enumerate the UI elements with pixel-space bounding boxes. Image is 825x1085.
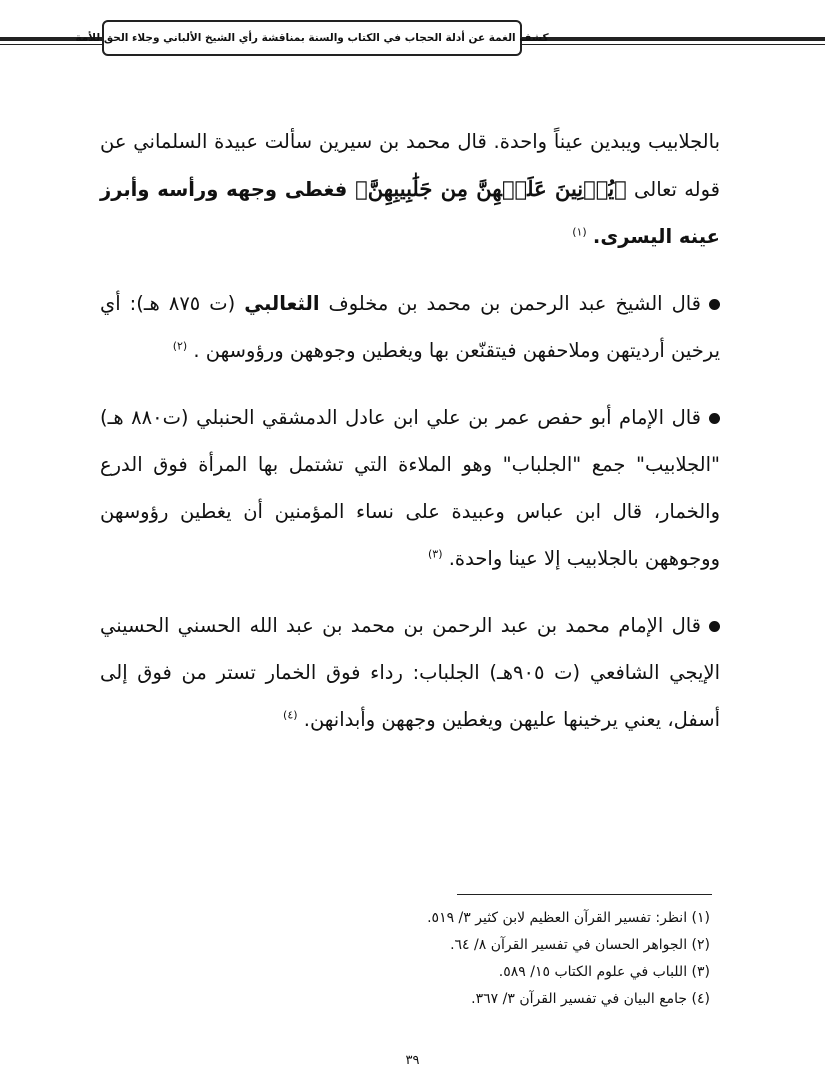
- page-number: ٣٩: [405, 1053, 420, 1068]
- paragraph-3: [100, 394, 720, 582]
- footnote-ref-4: (٤): [283, 708, 298, 722]
- page-body: [100, 118, 720, 743]
- footnotes: [330, 905, 710, 1013]
- quran-verse: ﴿يُدۡنِينَ عَلَيۡهِنَّ مِن جَلَٰبِيبِهِنَّ﴾: [355, 176, 627, 201]
- footnote-ref-2: (٢): [172, 339, 188, 353]
- paragraph-2-text-start: قال الشيخ عبد الرحمن بن محمد بن مخلوف: [319, 292, 701, 315]
- footnote-ref-1: (١): [572, 225, 587, 239]
- paragraph-2-text-end: (ت ٨٧٥ هـ): أي يرخين أرديتهن وملاحفهن فيتقنّعن بها ويغطين وجوههن ورؤوسهن .: [100, 292, 720, 362]
- paragraph-4: [100, 602, 720, 743]
- paragraph-1: [100, 118, 720, 260]
- paragraph-2: [100, 280, 720, 374]
- paragraph-1-text-end: فغطى وجهه ورأسه وأبرز عينه اليسرى.: [100, 178, 720, 248]
- bullet-icon: [709, 621, 720, 632]
- running-header: [75, 20, 549, 56]
- paragraph-4-text: قال الإمام محمد بن عبد الرحمن بن محمد بن عبد الله الحسني الحسيني الإيجي الشافعي (ت ٩٠٥هـ) الجلباب: رداء فوق الخمار تستر من فوق إلى أسفل، يعني يرخينها عليهن ويغطين وجههن وأبدانهن.: [100, 614, 720, 731]
- footnote-ref-3: (٣): [427, 547, 443, 561]
- header-rule-right-thin: [522, 44, 825, 45]
- bullet-icon: [709, 413, 720, 424]
- paragraph-2-name: الثعالبي: [244, 292, 320, 315]
- footnote-1: (١) انظر: تفسير القرآن العظيم لابن كثير ٣/ ٥١٩.: [427, 910, 710, 926]
- header-rule-right: [522, 37, 825, 41]
- footnote-3: (٣) اللباب في علوم الكتاب ١٥/ ٥٨٩.: [498, 964, 710, 980]
- header-rule-left-thin: [0, 44, 102, 45]
- bullet-icon: [709, 299, 720, 310]
- footnote-2: (٢) الجواهر الحسان في تفسير القرآن ٨/ ٦٤.: [450, 937, 710, 953]
- paragraph-3-text: قال الإمام أبو حفص عمر بن علي ابن عادل الدمشقي الحنبلي (ت٨٨٠ هـ) "الجلابيب" جمع "الجلباب" وهو الملاءة التي تشتمل بها المرأة فوق الدرع والخمار، قال ابن عباس وعبيدة على نساء المؤمنين أن يغطين رؤوسهن ووجوههن بالجلابيب إلا عينا واحدة.: [100, 406, 720, 570]
- footnote-separator: [457, 894, 712, 895]
- running-header-title: كشف الغمة عن أدلة الحجاب في الكتاب والسنة بمناقشة رأي الشيخ الألباني وجلاء الحق للأمة: [75, 32, 549, 44]
- footnote-4: (٤) جامع البيان في تفسير القرآن ٣/ ٣٦٧.: [471, 991, 710, 1007]
- paragraph-1-text-start: بالجلابيب ويبدين عيناً واحدة. قال محمد بن سيرين سألت عبيدة السلماني عن قوله تعالى: [100, 130, 720, 201]
